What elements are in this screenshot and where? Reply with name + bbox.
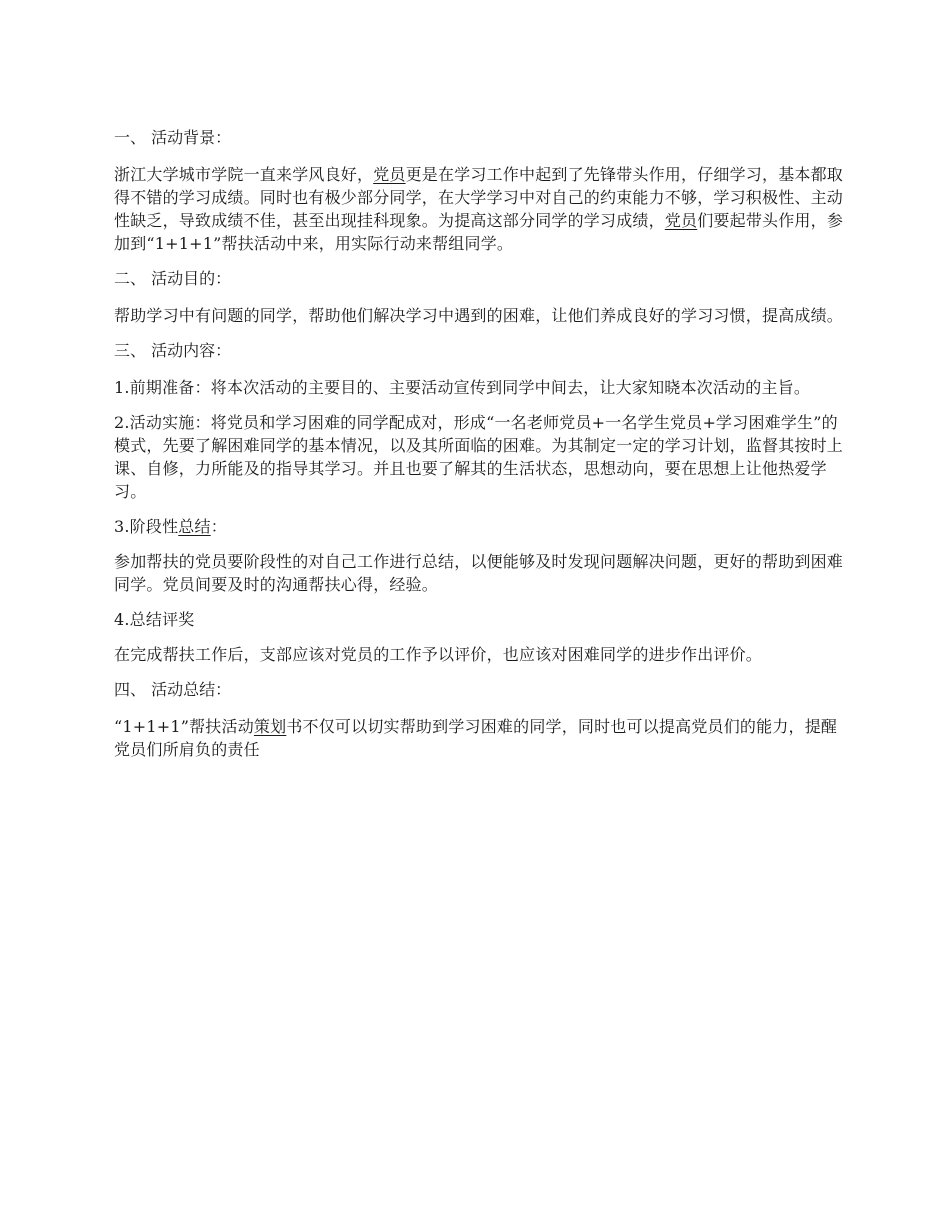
stage-summary-prefix: 3.阶段性	[114, 517, 179, 536]
stage-summary-suffix: ：	[210, 517, 227, 536]
content-item-stage-summary-title	[114, 515, 844, 538]
background-text-1: 浙江大学城市学院一直来学风良好，	[114, 165, 374, 184]
content-item-award-title: 4.总结评奖	[114, 610, 195, 629]
section-heading-content: 三、 活动内容：	[114, 341, 232, 360]
plan-link[interactable]: 策划	[253, 717, 287, 736]
background-paragraph	[114, 163, 844, 255]
conclusion-text-1: “1+1+1”帮扶活动	[114, 717, 254, 736]
section-heading-background: 一、 活动背景：	[114, 128, 232, 147]
party-member-link-2[interactable]: 党员	[664, 211, 698, 230]
summary-link[interactable]: 总结	[178, 517, 211, 536]
award-paragraph: 在完成帮扶工作后，支部应该对党员的工作予以评价，也应该对困难同学的进步作出评价。	[114, 645, 763, 664]
stage-summary-paragraph: 参加帮扶的党员要阶段性的对自己工作进行总结，以便能够及时发现问题解决问题，更好的帮助到困难同学。党员间要及时的沟通帮扶心得，经验。	[114, 552, 844, 594]
background-text-2: 更是在学习工作中起到了先锋带头作用，仔细学习，基本都取得不错的学习成绩。同时也有极少部分同学，在大学学习中对自己的约束能力不够，学习积极性、主动性缺乏，导致成绩不佳，甚至出现挂科现象。为提高这部分同学的学习成绩，	[114, 165, 844, 230]
document-page	[114, 126, 844, 773]
content-item-implementation: 2.活动实施：将党员和学习困难的同学配成对，形成“一名老师党员+一名学生党员+学习困难学生”的模式，先要了解困难同学的基本情况，以及其所面临的困难。为其制定一定的学习计划，监督其按时上课、自修，力所能及的指导其学习。并且也要了解其的生活状态，思想动向，要在思想上让他热爱学习。	[114, 413, 844, 501]
section-heading-conclusion: 四、 活动总结：	[114, 680, 232, 699]
background-text-3: 们要起带头作用，参加到“1+1+1”帮扶活动中来，用实际行动来帮组同学。	[114, 211, 844, 253]
purpose-paragraph: 帮助学习中有问题的同学，帮助他们解决学习中遇到的困难，让他们养成良好的学习习惯，提高成绩。	[114, 306, 844, 325]
party-member-link-1[interactable]: 党员	[373, 165, 406, 184]
content-item-preparation: 1.前期准备：将本次活动的主要目的、主要活动宣传到同学中间去，让大家知晓本次活动的主旨。	[114, 378, 811, 397]
conclusion-text-2: 书不仅可以切实帮助到学习困难的同学，同时也可以提高党员们的能力，提醒党员们所肩负的责任	[114, 717, 838, 759]
section-heading-purpose: 二、 活动目的：	[114, 269, 232, 288]
conclusion-paragraph	[114, 715, 844, 761]
